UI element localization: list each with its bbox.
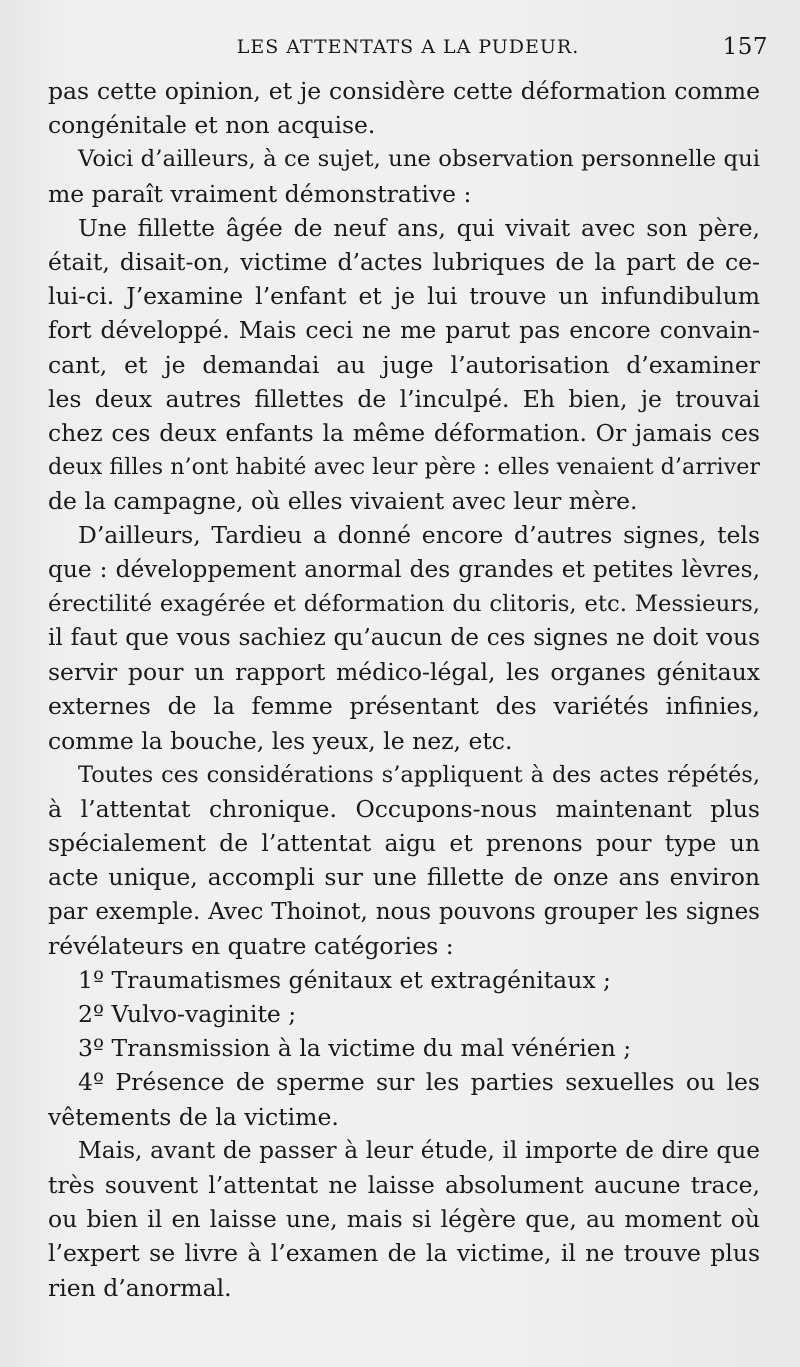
text-line: érectilité exagérée et déformation du clitoris, etc. Messieurs, (48, 590, 760, 617)
text-line: l’expert se livre à l’examen de la victime, il ne trouve plus (48, 1239, 760, 1268)
text-line: révélateurs en quatre catégories : (48, 931, 454, 960)
text-line: les deux autres fillettes de l’inculpé. Eh bien, je trouvai (48, 384, 760, 413)
text-line: pas cette opinion, et je considère cette déformation comme (48, 77, 760, 105)
text-line: deux filles n’ont habité avec leur père : elles venaient d’arriver (48, 454, 760, 481)
text-line: congénitale et non acquise. (48, 111, 376, 140)
text-line: que : développement anormal des grandes et petites lèvres, (48, 555, 760, 583)
text-line: 2º Vulvo-vaginite ; (78, 1000, 297, 1029)
text-line: comme la bouche, les yeux, le nez, etc. (48, 726, 513, 755)
text-line: de la campagne, où elles vivaient avec leur mère. (48, 487, 638, 516)
text-line: rien d’anormal. (48, 1273, 232, 1302)
text-line: vêtements de la victime. (48, 1102, 339, 1131)
text-line: Mais, avant de passer à leur étude, il importe de dire que (78, 1136, 760, 1164)
text-line: fort développé. Mais ceci ne me parut pas encore convain- (48, 316, 760, 345)
text-line: cant, et je demandai au juge l’autorisation d’examiner (48, 350, 760, 379)
text-line: spécialement de l’attentat aigu et prenons pour type un (48, 829, 760, 858)
text-line: 3º Transmission à la victime du mal vénérien ; (78, 1034, 632, 1063)
text-line: était, disait-on, victime d’actes lubriques de la part de ce- (48, 247, 760, 276)
text-line: 1º Traumatismes génitaux et extragénitaux ; (78, 965, 611, 994)
text-line: à l’attentat chronique. Occupons-nous maintenant plus (48, 794, 760, 823)
text-line: par exemple. Avec Thoinot, nous pouvons grouper les signes (48, 898, 760, 925)
text-line: externes de la femme présentant des variétés infinies, (48, 692, 760, 721)
running-title: LES ATTENTATS A LA PUDEUR. (236, 36, 580, 58)
text-line: Toutes ces considérations s’appliquent à des actes répétés, (78, 761, 760, 788)
page-header (48, 30, 768, 66)
text-line: lui-ci. J’examine l’enfant et je lui trouve un infundibulum (48, 282, 760, 311)
text-line: me paraît vraiment démonstrative : (48, 179, 472, 208)
text-line: acte unique, accompli sur une fillette de onze ans environ (48, 863, 760, 892)
text-line: servir pour un rapport médico-légal, les organes génitaux (48, 658, 760, 687)
text-line: ou bien il en laisse une, mais si légère que, au moment où (48, 1205, 760, 1234)
text-line: Voici d’ailleurs, à ce sujet, une observation personnelle qui (78, 146, 760, 173)
text-line: D’ailleurs, Tardieu a donné encore d’autres signes, tels (78, 521, 760, 550)
text-line: il faut que vous sachiez qu’aucun de ces signes ne doit vous (48, 624, 760, 651)
body-text (48, 74, 760, 1305)
text-line: chez ces deux enfants la même déformation. Or jamais ces (48, 418, 760, 447)
text-line: très souvent l’attentat ne laisse absolument aucune trace, (48, 1171, 760, 1199)
text-line: 4º Présence de sperme sur les parties sexuelles ou les (78, 1068, 760, 1097)
page-number: 157 (722, 34, 768, 60)
text-line: Une fillette âgée de neuf ans, qui vivait avec son père, (78, 213, 760, 242)
